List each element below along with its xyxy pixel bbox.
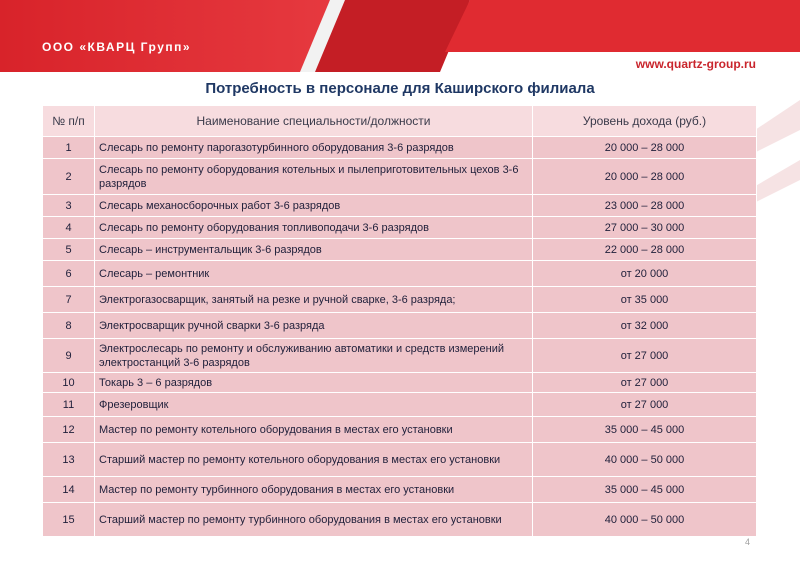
- position-name: Электросварщик ручной сварки 3-6 разряда: [95, 313, 533, 339]
- salary-range: 35 000 – 45 000: [533, 417, 757, 443]
- position-name: Слесарь – ремонтник: [95, 261, 533, 287]
- company-name: ООО «КВАРЦ Групп»: [42, 40, 192, 54]
- salary-range: 23 000 – 28 000: [533, 195, 757, 217]
- row-number: 3: [43, 195, 95, 217]
- table-row: [43, 217, 757, 239]
- table-row: [43, 287, 757, 313]
- table-row: [43, 393, 757, 417]
- salary-range: 40 000 – 50 000: [533, 503, 757, 537]
- position-name: Слесарь по ремонту парогазотурбинного оборудования 3-6 разрядов: [95, 137, 533, 159]
- salary-range: 20 000 – 28 000: [533, 159, 757, 195]
- column-header-position: Наименование специальности/должности: [95, 106, 533, 137]
- row-number: 5: [43, 239, 95, 261]
- position-name: Мастер по ремонту котельного оборудования в местах его установки: [95, 417, 533, 443]
- row-number: 8: [43, 313, 95, 339]
- column-header-number: № п/п: [43, 106, 95, 137]
- row-number: 14: [43, 477, 95, 503]
- table-header-row: [43, 106, 757, 137]
- row-number: 1: [43, 137, 95, 159]
- table-row: [43, 195, 757, 217]
- table-row: [43, 239, 757, 261]
- salary-range: от 27 000: [533, 339, 757, 373]
- position-name: Электрослесарь по ремонту и обслуживанию автоматики и средств измерений электростанций 3-6 разрядов: [95, 339, 533, 373]
- position-name: Мастер по ремонту турбинного оборудования в местах его установки: [95, 477, 533, 503]
- row-number: 10: [43, 373, 95, 393]
- row-number: 4: [43, 217, 95, 239]
- position-name: Слесарь механосборочных работ 3-6 разрядов: [95, 195, 533, 217]
- position-name: Старший мастер по ремонту турбинного оборудования в местах его установки: [95, 503, 533, 537]
- table-row: [43, 417, 757, 443]
- table-row: [43, 159, 757, 195]
- table-row: [43, 477, 757, 503]
- salary-range: 22 000 – 28 000: [533, 239, 757, 261]
- salary-range: 27 000 – 30 000: [533, 217, 757, 239]
- salary-range: 40 000 – 50 000: [533, 443, 757, 477]
- position-name: Слесарь – инструментальщик 3-6 разрядов: [95, 239, 533, 261]
- table-row: [43, 503, 757, 537]
- row-number: 6: [43, 261, 95, 287]
- position-name: Токарь 3 – 6 разрядов: [95, 373, 533, 393]
- position-name: Слесарь по ремонту оборудования топливоподачи 3-6 разрядов: [95, 217, 533, 239]
- column-header-salary: Уровень дохода (руб.): [533, 106, 757, 137]
- page-number: 4: [744, 537, 750, 547]
- salary-range: от 27 000: [533, 373, 757, 393]
- row-number: 9: [43, 339, 95, 373]
- salary-range: 20 000 – 28 000: [533, 137, 757, 159]
- table-row: [43, 261, 757, 287]
- table-row: [43, 373, 757, 393]
- table-row: [43, 339, 757, 373]
- row-number: 11: [43, 393, 95, 417]
- website-link[interactable]: www.quartz-group.ru: [635, 57, 756, 71]
- position-name: Старший мастер по ремонту котельного оборудования в местах его установки: [95, 443, 533, 477]
- table-row: [43, 137, 757, 159]
- page-title: Потребность в персонале для Каширского филиала: [205, 80, 595, 97]
- row-number: 7: [43, 287, 95, 313]
- salary-range: от 35 000: [533, 287, 757, 313]
- position-name: Слесарь по ремонту оборудования котельных и пылеприготовительных цехов 3-6 разрядов: [95, 159, 533, 195]
- row-number: 12: [43, 417, 95, 443]
- table-row: [43, 443, 757, 477]
- salary-range: от 20 000: [533, 261, 757, 287]
- salary-range: от 27 000: [533, 393, 757, 417]
- table-row: [43, 313, 757, 339]
- row-number: 13: [43, 443, 95, 477]
- row-number: 2: [43, 159, 95, 195]
- row-number: 15: [43, 503, 95, 537]
- position-name: Фрезеровщик: [95, 393, 533, 417]
- staff-table: [42, 105, 757, 537]
- salary-range: 35 000 – 45 000: [533, 477, 757, 503]
- salary-range: от 32 000: [533, 313, 757, 339]
- position-name: Электрогазосварщик, занятый на резке и ручной сварке, 3-6 разряда;: [95, 287, 533, 313]
